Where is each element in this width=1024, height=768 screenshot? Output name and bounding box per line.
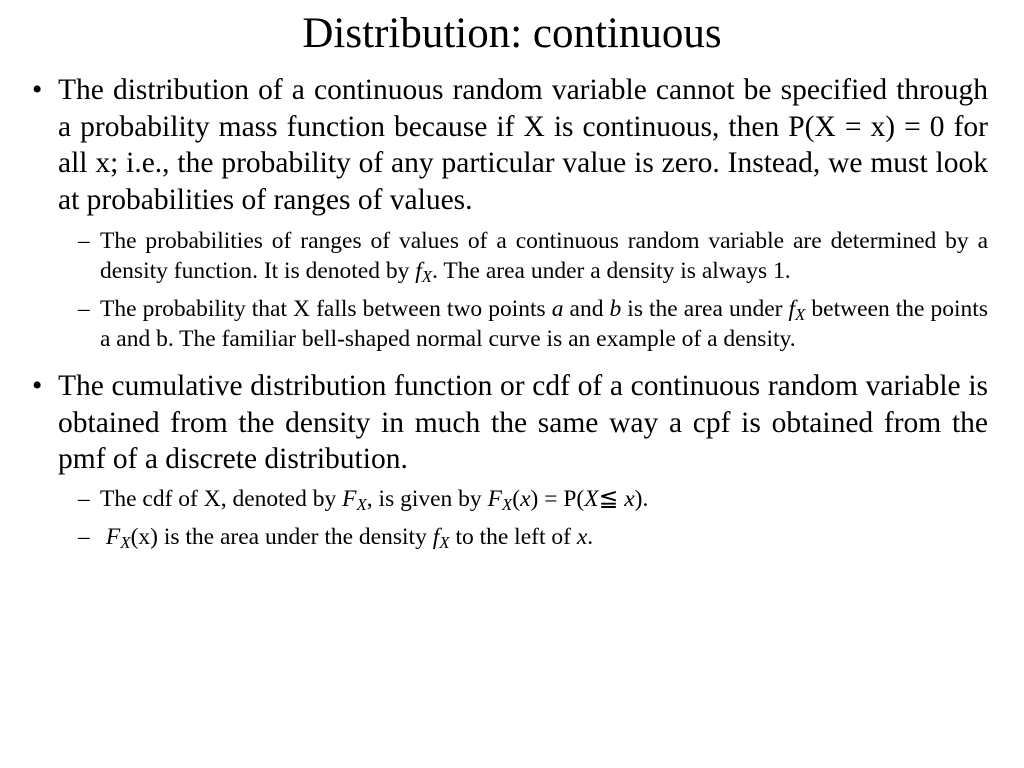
cdf-symbol: F: [105, 523, 121, 550]
math-symbol: b: [609, 296, 622, 322]
sub-text: .: [587, 523, 594, 550]
sub-text: The probabilities of ranges of values of a continuous random variable are determined by a density function. It is denoted by: [100, 228, 988, 284]
sub-text: to the left of: [449, 523, 577, 550]
dash-icon: –: [78, 228, 90, 254]
sub-text: between the points a and b. The familiar bell-shaped normal curve is an example of a density.: [100, 296, 988, 352]
sub-item-3: [78, 484, 988, 514]
subscript: X: [795, 305, 806, 325]
sub-text: The cdf of X, denoted by: [100, 485, 343, 512]
math-symbol: X: [584, 485, 599, 512]
sub-text: is the area under: [621, 296, 789, 322]
density-symbol: f: [788, 296, 796, 322]
dash-icon: –: [78, 523, 90, 550]
bullet-text: The cumulative distribution function or cdf of a continuous random variable is obtained from the density in much the same way a cpf is obtained from the pmf of a discrete distribution.: [58, 370, 988, 475]
subscript: X: [120, 532, 131, 552]
bullet-icon: •: [32, 74, 43, 106]
sub-text: ).: [634, 485, 649, 512]
density-symbol: f: [432, 523, 440, 550]
bullet-text: The distribution of a continuous random variable cannot be specified through a probability mass function because if X is continuous, then P(X = x) = 0 for all x; i.e., the probability of any particular value is zero. Instead, we must look at probabilities of ranges of values.: [58, 74, 988, 216]
leq-symbol: ≦: [598, 485, 619, 512]
math-symbol: x: [576, 523, 588, 550]
math-symbol: a: [551, 296, 564, 322]
sub-text: The probability that X falls between two points: [100, 296, 552, 322]
sub-item-4: [78, 522, 988, 552]
dash-icon: –: [78, 485, 90, 512]
sub-item-1: [78, 226, 988, 286]
sub-text: , is given by: [366, 485, 488, 512]
math-symbol: x: [520, 485, 531, 512]
sub-text: (: [512, 485, 521, 512]
density-symbol: f: [415, 258, 422, 284]
bullet-item-2: [32, 368, 988, 478]
cdf-symbol: F: [487, 485, 502, 512]
dash-icon: –: [78, 296, 90, 322]
subscript: X: [356, 494, 367, 514]
sub-text: and: [563, 296, 610, 322]
sub-text: (x) is the area under the density: [130, 523, 433, 550]
sub-item-2: [78, 294, 988, 354]
subscript: X: [501, 494, 513, 514]
subscript: X: [421, 267, 433, 287]
bullet-icon: •: [32, 370, 43, 402]
sub-text: . The area under a density is always 1.: [432, 258, 791, 284]
sub-text: ) = P(: [530, 485, 585, 512]
bullet-item-1: [32, 72, 988, 218]
slide-title: Distribution: continuous: [302, 10, 722, 57]
math-symbol: x: [624, 485, 635, 512]
subscript: X: [439, 532, 450, 552]
slide-content: [32, 72, 988, 552]
cdf-symbol: F: [342, 485, 357, 512]
